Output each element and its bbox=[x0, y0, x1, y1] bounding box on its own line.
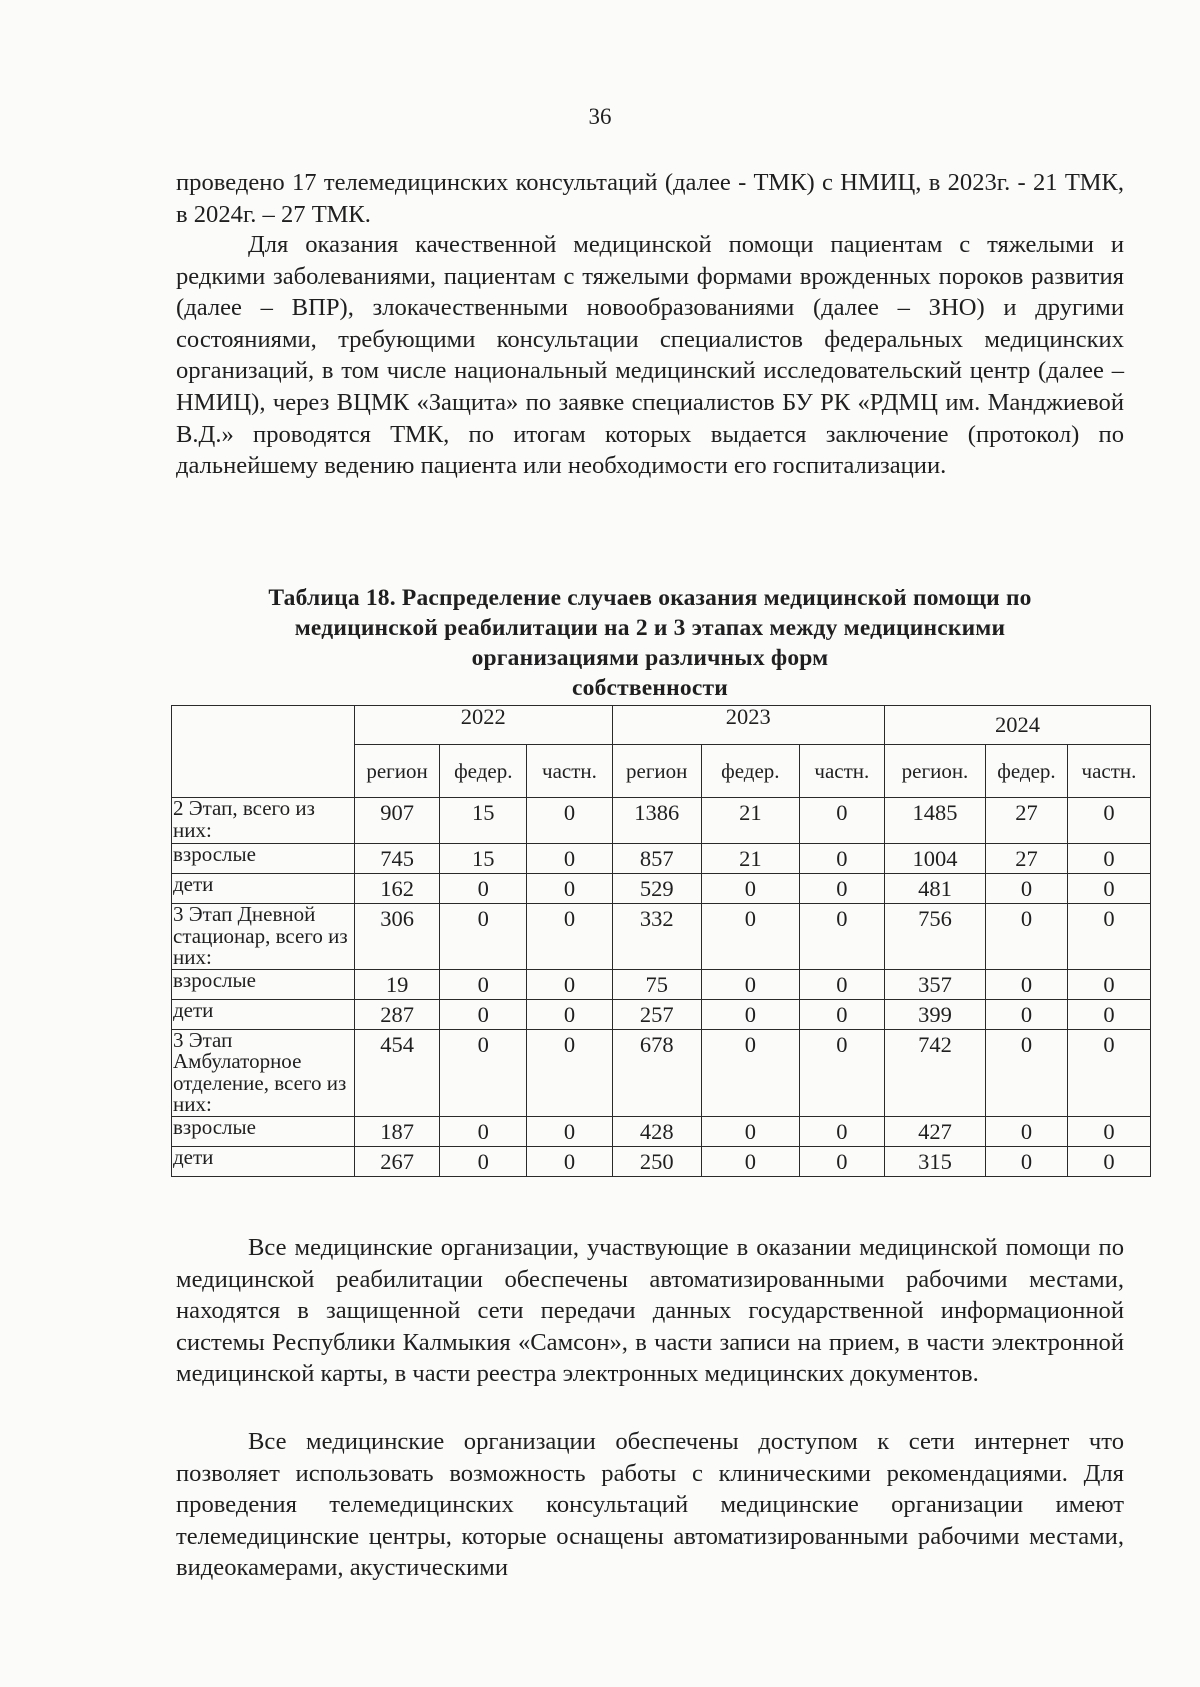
table-cell: 0 bbox=[701, 1029, 799, 1116]
row-label: взрослые bbox=[172, 1116, 355, 1146]
table-cell: 357 bbox=[884, 969, 985, 999]
row-label: взрослые bbox=[172, 969, 355, 999]
table-cell: 0 bbox=[527, 1029, 612, 1116]
table-cell: 0 bbox=[527, 999, 612, 1029]
table-cell: 0 bbox=[527, 844, 612, 874]
table-row bbox=[172, 1029, 1151, 1116]
table-caption bbox=[176, 583, 1124, 703]
row-label: 2 Этап, всего из них: bbox=[172, 798, 355, 844]
table-cell: 0 bbox=[799, 1029, 884, 1116]
table-cell: 0 bbox=[799, 874, 884, 904]
table-row bbox=[172, 969, 1151, 999]
table-cell: 0 bbox=[986, 1116, 1068, 1146]
table-cell: 21 bbox=[701, 844, 799, 874]
table-cell: 1386 bbox=[612, 798, 701, 844]
table-cell: 745 bbox=[355, 844, 440, 874]
paragraph-internet-access: Все медицинские организации обеспечены доступом к сети интернет что позволяет использовать возможность работы с клиническими рекомендациями. Для проведения телемедицинских консультаций медицинские организации имеют телемедицинские центры, которые оснащены автоматизированными рабочими местами, видеокамерами, акустическими bbox=[176, 1428, 1124, 1582]
column-subheader: федер. bbox=[440, 745, 527, 798]
table-cell: 399 bbox=[884, 999, 985, 1029]
table-cell: 187 bbox=[355, 1116, 440, 1146]
row-label: 3 Этап Дневной стационар, всего из них: bbox=[172, 904, 355, 970]
table-cell: 19 bbox=[355, 969, 440, 999]
paragraph-workstations: Все медицинские организации, участвующие в оказании медицинской помощи по медицинской реабилитации обеспечены автоматизированными рабочими местами, находятся в защищенной сети передачи данных государственной информационной системы Республики Калмыкия «Самсон», в части записи на прием, в части электронной медицинской карты, в части реестра электронных медицинских документов. bbox=[176, 1234, 1124, 1388]
table-cell: 0 bbox=[440, 874, 527, 904]
table-row bbox=[172, 874, 1151, 904]
table-cell: 0 bbox=[986, 904, 1068, 970]
table-cell: 742 bbox=[884, 1029, 985, 1116]
table-cell: 306 bbox=[355, 904, 440, 970]
table-cell: 0 bbox=[799, 1116, 884, 1146]
table-cell: 0 bbox=[1067, 969, 1150, 999]
table-cell: 27 bbox=[986, 798, 1068, 844]
row-label: дети bbox=[172, 874, 355, 904]
table-cell: 0 bbox=[1067, 1146, 1150, 1176]
table-cell: 481 bbox=[884, 874, 985, 904]
table-cell: 0 bbox=[527, 969, 612, 999]
table-cell: 0 bbox=[799, 1146, 884, 1176]
row-label: дети bbox=[172, 1146, 355, 1176]
table-cell: 21 bbox=[701, 798, 799, 844]
table-cell: 0 bbox=[440, 999, 527, 1029]
table-cell: 0 bbox=[701, 1116, 799, 1146]
table-cell: 0 bbox=[440, 1029, 527, 1116]
table-cell: 0 bbox=[1067, 844, 1150, 874]
table-cell: 0 bbox=[986, 999, 1068, 1029]
year-header: 2024 bbox=[884, 706, 1150, 745]
table-cell: 0 bbox=[701, 1146, 799, 1176]
row-label: 3 Этап Амбулаторное отделение, всего из них: bbox=[172, 1029, 355, 1116]
table-cell: 0 bbox=[440, 904, 527, 970]
column-subheader: частн. bbox=[527, 745, 612, 798]
table-cell: 0 bbox=[1067, 798, 1150, 844]
table-year-header-row bbox=[172, 706, 1151, 745]
column-subheader: регион. bbox=[884, 745, 985, 798]
table-cell: 678 bbox=[612, 1029, 701, 1116]
table-cell: 0 bbox=[701, 874, 799, 904]
table-cell: 0 bbox=[527, 798, 612, 844]
caption-line: Таблица 18. Распределение случаев оказания медицинской помощи по bbox=[268, 585, 1032, 611]
table-cell: 454 bbox=[355, 1029, 440, 1116]
year-header: 2023 bbox=[612, 706, 884, 745]
paragraph-tmk-process: Для оказания качественной медицинской помощи пациентам с тяжелыми и редкими заболеваниями, пациентам с тяжелыми формами врожденных пороков развития (далее – ВПР), злокачественными новообразованиями (далее – ЗНО) и другими состояниями, требующими консультации специалистов федеральных медицинских организаций, в том числе национальный медицинский исследовательский центр (далее – НМИЦ), через ВЦМК «Защита» по заявке специалистов БУ РК «РДМЦ им. Манджиевой В.Д.» проводятся ТМК, по итогам которых выдается заключение (протокол) по дальнейшему ведению пациента или необходимости его госпитализации. bbox=[176, 231, 1124, 480]
caption-line: медицинской реабилитации на 2 и 3 этапах между медицинскими bbox=[294, 615, 1006, 641]
table-cell: 0 bbox=[986, 1146, 1068, 1176]
table-cell: 0 bbox=[440, 969, 527, 999]
row-label: дети bbox=[172, 999, 355, 1029]
rehabilitation-table bbox=[171, 705, 1151, 1177]
table-cell: 27 bbox=[986, 844, 1068, 874]
table-cell: 0 bbox=[799, 904, 884, 970]
table-cell: 15 bbox=[440, 798, 527, 844]
caption-line: собственности bbox=[572, 675, 728, 701]
table-cell: 0 bbox=[1067, 1116, 1150, 1146]
table-cell: 756 bbox=[884, 904, 985, 970]
table-cell: 162 bbox=[355, 874, 440, 904]
column-subheader: федер. bbox=[986, 745, 1068, 798]
table-cell: 0 bbox=[1067, 999, 1150, 1029]
table-row bbox=[172, 999, 1151, 1029]
table-cell: 75 bbox=[612, 969, 701, 999]
table-cell: 0 bbox=[527, 904, 612, 970]
table-cell: 0 bbox=[701, 969, 799, 999]
table-cell: 0 bbox=[799, 844, 884, 874]
table-cell: 0 bbox=[1067, 1029, 1150, 1116]
table-cell: 907 bbox=[355, 798, 440, 844]
table-cell: 1485 bbox=[884, 798, 985, 844]
table-row bbox=[172, 798, 1151, 844]
table-row bbox=[172, 1116, 1151, 1146]
column-subheader: регион bbox=[355, 745, 440, 798]
table-cell: 0 bbox=[1067, 904, 1150, 970]
table-cell: 267 bbox=[355, 1146, 440, 1176]
table-cell: 529 bbox=[612, 874, 701, 904]
table-cell: 332 bbox=[612, 904, 701, 970]
column-subheader: регион bbox=[612, 745, 701, 798]
table-cell: 250 bbox=[612, 1146, 701, 1176]
table-cell: 0 bbox=[799, 999, 884, 1029]
table-cell: 0 bbox=[527, 1116, 612, 1146]
table-cell: 315 bbox=[884, 1146, 985, 1176]
table-cell: 0 bbox=[986, 1029, 1068, 1116]
column-subheader: федер. bbox=[701, 745, 799, 798]
table-cell: 0 bbox=[527, 1146, 612, 1176]
table-cell: 0 bbox=[799, 798, 884, 844]
table-row bbox=[172, 844, 1151, 874]
row-label: взрослые bbox=[172, 844, 355, 874]
table-cell: 0 bbox=[701, 999, 799, 1029]
table-cell: 1004 bbox=[884, 844, 985, 874]
column-subheader: частн. bbox=[799, 745, 884, 798]
table-cell: 0 bbox=[440, 1146, 527, 1176]
table-row bbox=[172, 904, 1151, 970]
table-cell: 0 bbox=[986, 874, 1068, 904]
table-cell: 0 bbox=[440, 1116, 527, 1146]
table-cell: 0 bbox=[527, 874, 612, 904]
table-cell: 0 bbox=[986, 969, 1068, 999]
table-cell: 427 bbox=[884, 1116, 985, 1146]
paragraph-tmk-count: проведено 17 телемедицинских консультаций (далее - ТМК) с НМИЦ, в 2023г. - 21 ТМК, в 2024г. – 27 ТМК. bbox=[176, 169, 1124, 228]
caption-line: организациями различных форм bbox=[471, 645, 829, 671]
table-cell: 287 bbox=[355, 999, 440, 1029]
table-cell: 428 bbox=[612, 1116, 701, 1146]
year-header: 2022 bbox=[355, 706, 613, 745]
table-cell: 857 bbox=[612, 844, 701, 874]
table-row bbox=[172, 1146, 1151, 1176]
page-number: 36 bbox=[588, 104, 612, 129]
column-subheader: частн. bbox=[1067, 745, 1150, 798]
table-cell: 15 bbox=[440, 844, 527, 874]
table-corner-cell bbox=[172, 706, 355, 798]
table-cell: 0 bbox=[1067, 874, 1150, 904]
table-cell: 0 bbox=[799, 969, 884, 999]
table-cell: 257 bbox=[612, 999, 701, 1029]
table-cell: 0 bbox=[701, 904, 799, 970]
